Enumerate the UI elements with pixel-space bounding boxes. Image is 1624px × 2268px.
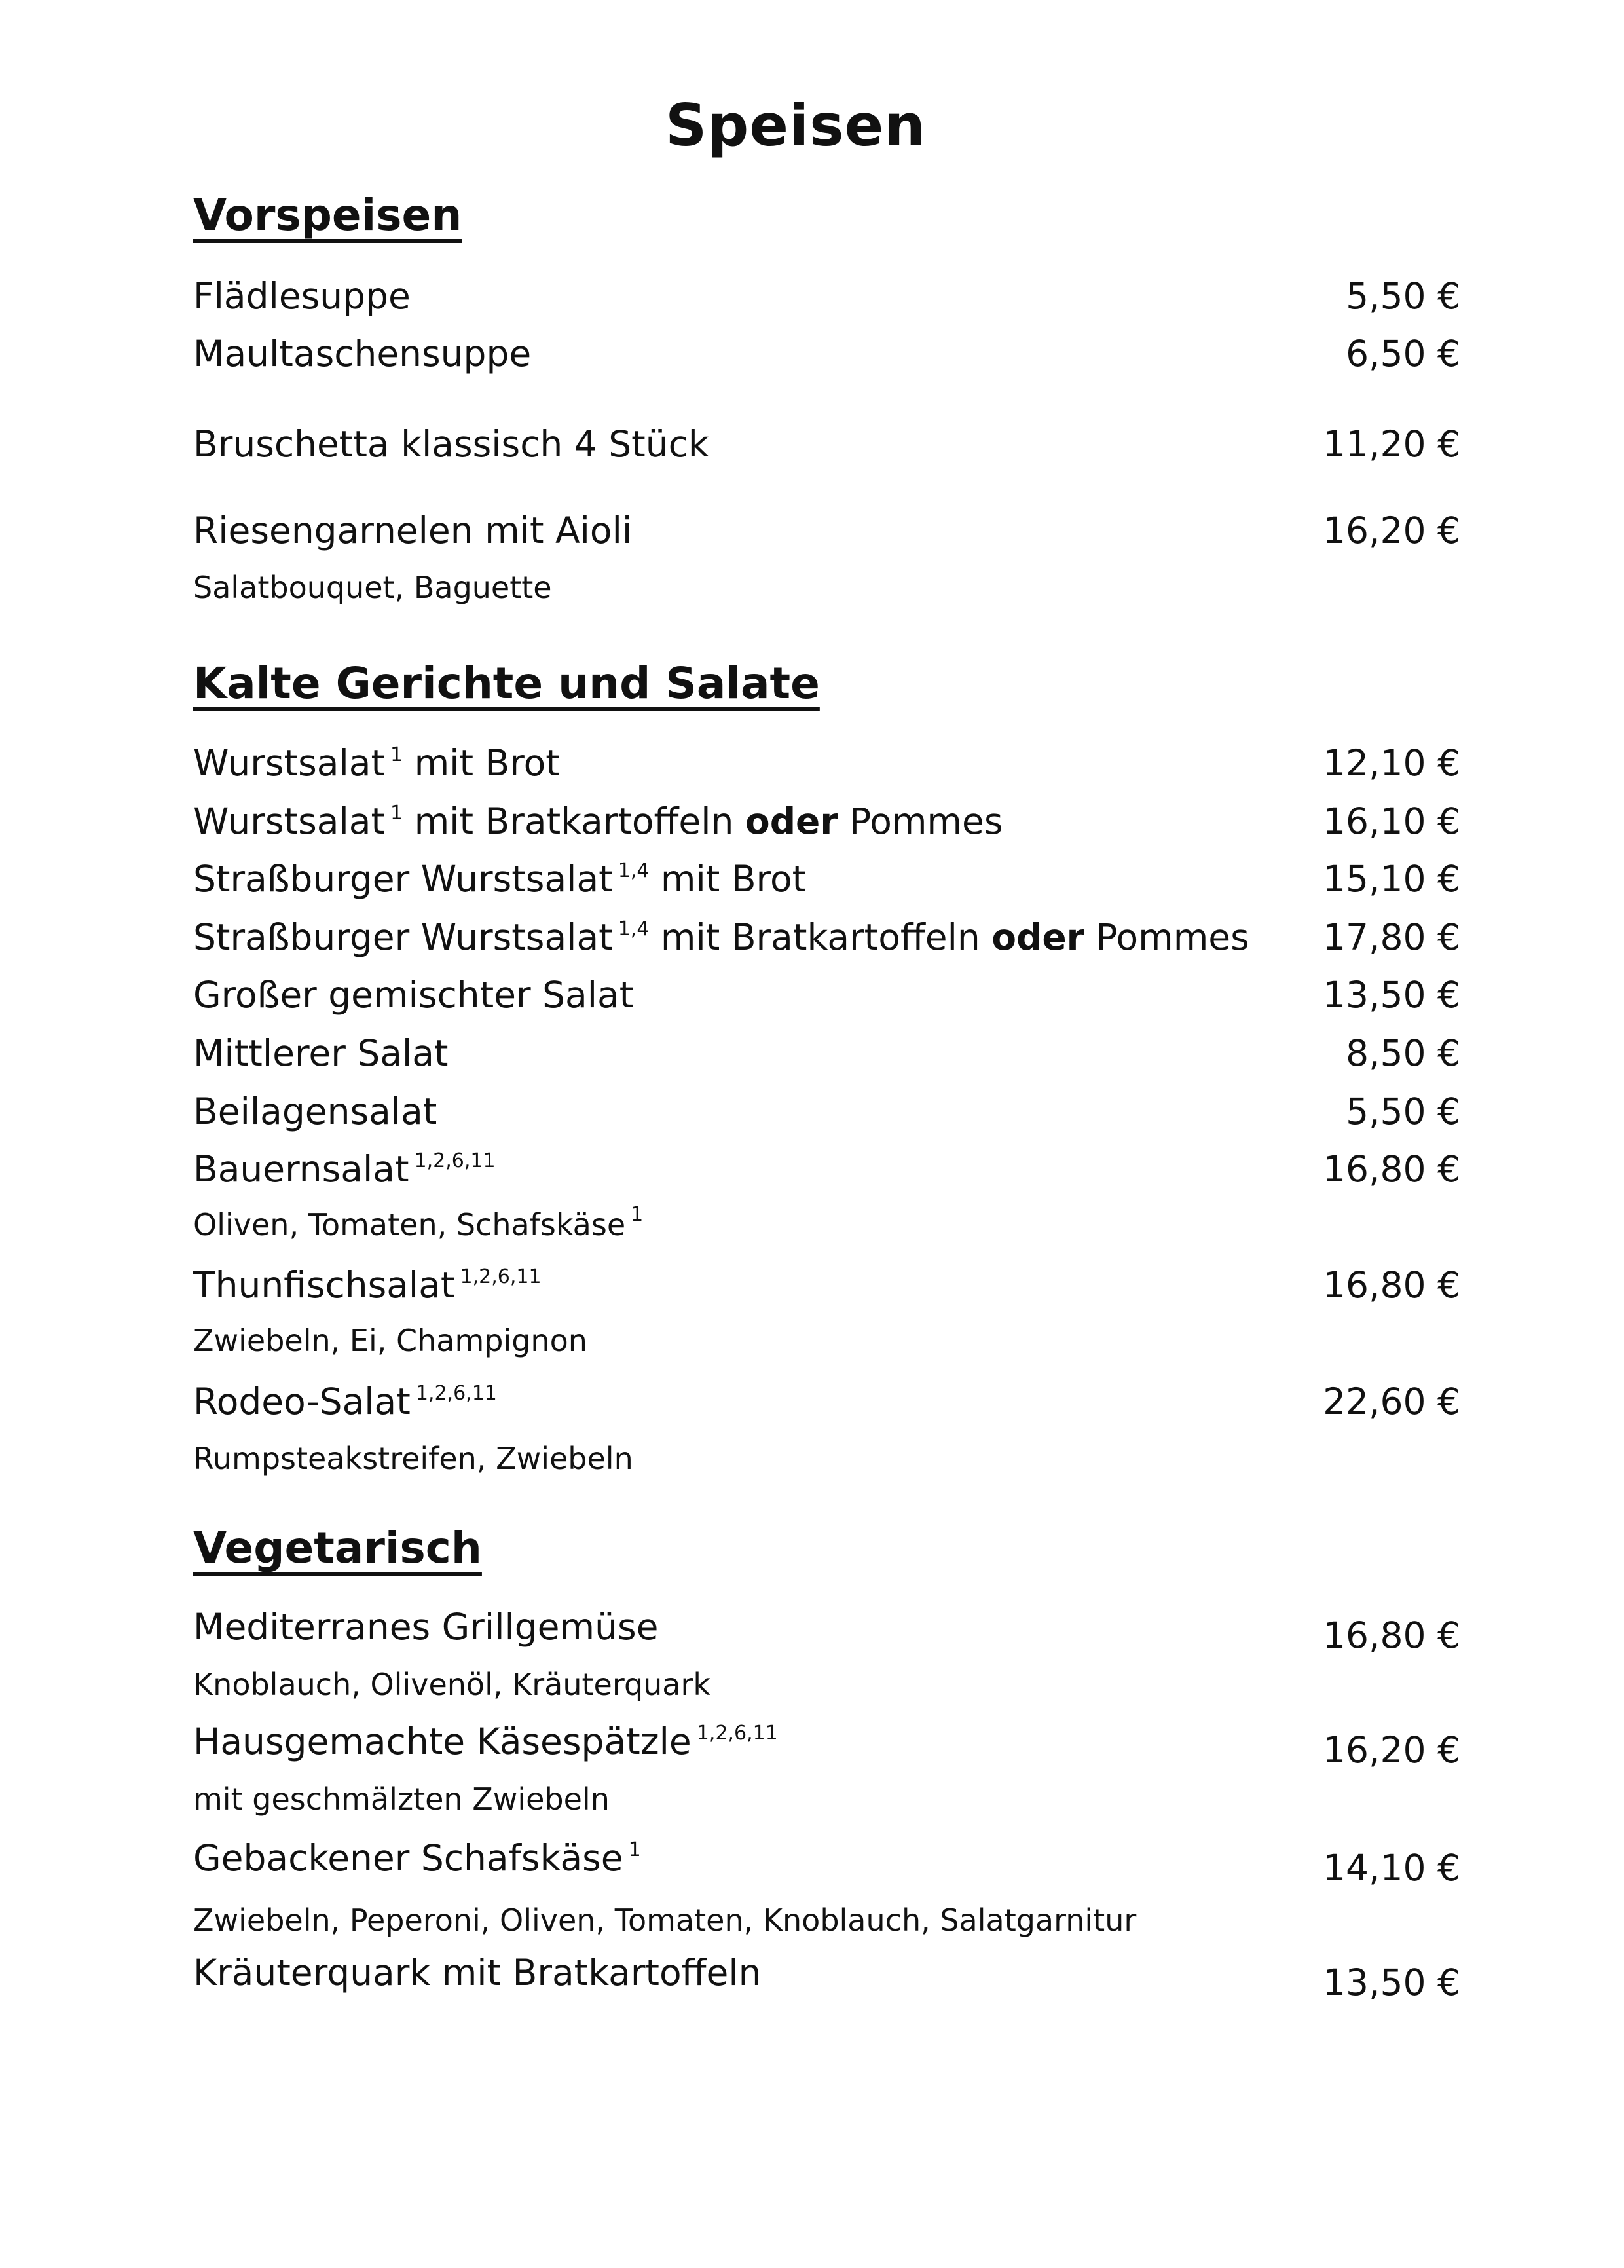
menu-item-price: 6,50 € xyxy=(1346,333,1460,375)
item-label: Rodeo-Salat xyxy=(193,1381,411,1422)
item-label: Thunfischsalat xyxy=(193,1264,455,1306)
menu-item-name xyxy=(193,742,560,784)
item-suffix: Pommes xyxy=(849,800,1003,842)
section-heading-vegetarisch: Vegetarisch xyxy=(193,1523,482,1573)
menu-item-name xyxy=(193,1148,496,1190)
item-bold-word: oder xyxy=(991,916,1084,958)
menu-item-name: Riesengarnelen mit Aioli xyxy=(193,510,633,551)
menu-item-name xyxy=(193,1264,542,1306)
menu-item-price: 15,10 € xyxy=(1323,858,1460,900)
menu-item-price: 11,20 € xyxy=(1323,423,1460,465)
menu-item-description: Rumpsteakstreifen, Zwiebeln xyxy=(193,1441,633,1476)
menu-item-price: 13,50 € xyxy=(1323,974,1460,1016)
menu-item-price: 16,10 € xyxy=(1323,800,1460,842)
menu-item-price: 5,50 € xyxy=(1346,1090,1460,1132)
allergen-sup: 1,4 xyxy=(618,859,650,882)
menu-item-name: Beilagensalat xyxy=(193,1090,437,1132)
allergen-sup: 1,2,6,11 xyxy=(460,1265,542,1288)
menu-item-name: Flädlesuppe xyxy=(193,275,411,317)
menu-item-price: 14,10 € xyxy=(1323,1847,1460,1889)
allergen-sup: 1,2,6,11 xyxy=(414,1149,496,1172)
item-label: Wurstsalat xyxy=(193,800,386,842)
page-title: Speisen xyxy=(665,92,926,159)
item-label: Straßburger Wurstsalat xyxy=(193,858,613,900)
item-label: Hausgemachte Käsespätzle xyxy=(193,1720,692,1762)
item-label: Bauernsalat xyxy=(193,1148,409,1190)
item-label: Wurstsalat xyxy=(193,742,386,784)
menu-item-name: Mittlerer Salat xyxy=(193,1032,449,1074)
item-label: Straßburger Wurstsalat xyxy=(193,916,613,958)
menu-item-description: Salatbouquet, Baguette xyxy=(193,570,552,605)
menu-item-price: 16,20 € xyxy=(1323,510,1460,551)
menu-item-name xyxy=(193,1720,778,1762)
allergen-sup: 1,2,6,11 xyxy=(696,1722,778,1745)
item-suffix: mit Brot xyxy=(660,858,807,900)
menu-item-description: mit geschmälzten Zwiebeln xyxy=(193,1781,610,1817)
menu-item-price: 12,10 € xyxy=(1323,742,1460,784)
menu-item-price: 17,80 € xyxy=(1323,916,1460,958)
menu-item-name xyxy=(193,1837,641,1879)
menu-item-description: Knoblauch, Olivenöl, Kräuterquark xyxy=(193,1667,711,1702)
item-suffix: Pommes xyxy=(1096,916,1249,958)
menu-item-price: 8,50 € xyxy=(1346,1032,1460,1074)
menu-item-description xyxy=(193,1203,644,1242)
menu-item-price: 16,80 € xyxy=(1323,1614,1460,1656)
menu-item-price: 16,80 € xyxy=(1323,1148,1460,1190)
item-desc-text: Oliven, Tomaten, Schafskäse xyxy=(193,1207,626,1242)
menu-item-name xyxy=(193,800,1003,842)
menu-item-description: Zwiebeln, Peperoni, Oliven, Tomaten, Knoblauch, Salatgarnitur xyxy=(193,1903,1137,1938)
menu-item-name xyxy=(193,858,806,900)
menu-item-name xyxy=(193,1381,497,1422)
section-heading-vorspeisen: Vorspeisen xyxy=(193,190,462,240)
menu-item-description: Zwiebeln, Ei, Champignon xyxy=(193,1323,587,1358)
allergen-sup: 1 xyxy=(631,1203,644,1226)
item-suffix: mit Bratkartoffeln xyxy=(660,916,980,958)
menu-item-name: Bruschetta klassisch 4 Stück xyxy=(193,423,709,465)
menu-item-price: 16,80 € xyxy=(1323,1264,1460,1306)
menu-item-name: Mediterranes Grillgemüse xyxy=(193,1606,659,1648)
item-suffix: mit Bratkartoffeln xyxy=(414,800,734,842)
menu-item-name xyxy=(193,916,1249,958)
menu-item-price: 22,60 € xyxy=(1323,1381,1460,1422)
allergen-sup: 1,2,6,11 xyxy=(415,1382,497,1405)
item-suffix: mit Brot xyxy=(414,742,560,784)
menu-item-name: Großer gemischter Salat xyxy=(193,974,634,1016)
menu-item-name: Maultaschensuppe xyxy=(193,333,532,375)
item-label: Gebackener Schafskäse xyxy=(193,1837,623,1879)
menu-item-price: 13,50 € xyxy=(1323,1961,1460,2003)
allergen-sup: 1 xyxy=(628,1838,641,1861)
menu-item-price: 5,50 € xyxy=(1346,275,1460,317)
allergen-sup: 1,4 xyxy=(618,918,650,940)
menu-item-name: Kräuterquark mit Bratkartoffeln xyxy=(193,1952,762,1994)
menu-item-price: 16,20 € xyxy=(1323,1729,1460,1771)
item-bold-word: oder xyxy=(745,800,838,842)
section-heading-kalte-gerichte: Kalte Gerichte und Salate xyxy=(193,658,820,709)
allergen-sup: 1 xyxy=(390,802,403,825)
allergen-sup: 1 xyxy=(390,743,403,766)
